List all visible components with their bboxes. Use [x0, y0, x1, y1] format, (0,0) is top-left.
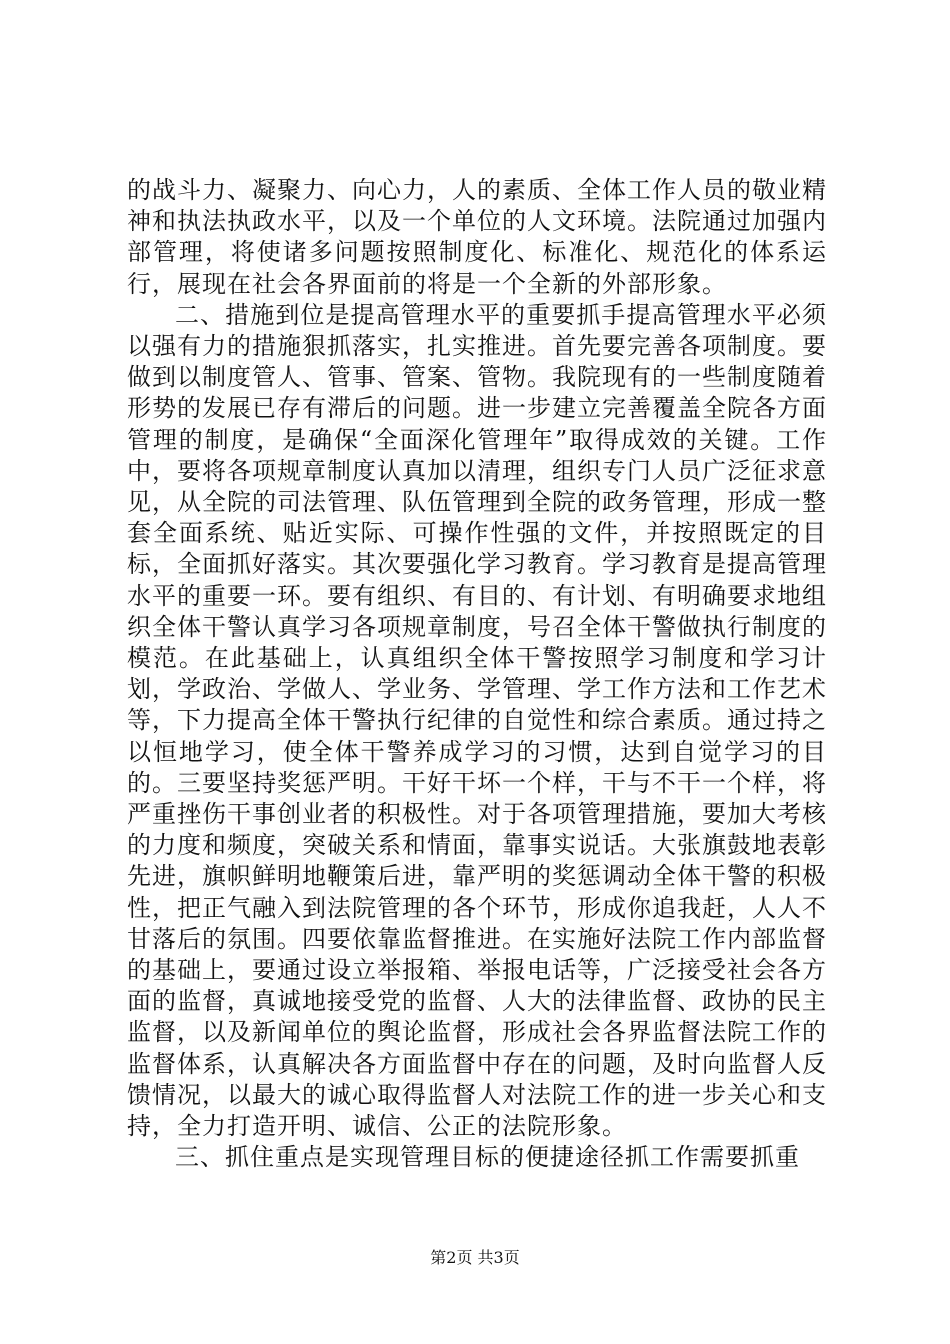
paragraph-3: 三、抓住重点是实现管理目标的便捷途径抓工作需要抓重: [175, 1143, 800, 1172]
paragraph-2: 二、措施到位是提高管理水平的重要抓手提高管理水平必须以强有力的措施狠抓落实，扎实推进。首先要完善各项制度。要做到以制度管人、管事、管案、管物。我院现有的一些制度随着形势的发展已存有滞后的问题。进一步建立完善覆盖全院各方面管理的制度，是确保“全面深化管理年”取得成效的关键。工作中，要将各项规章制度认真加以清理，组织专门人员广泛征求意见，从全院的司法管理、队伍管理到全院的政务管理，形成一整套全面系统、贴近实际、可操作性强的文件，并按照既定的目标，全面抓好落实。其次要强化学习教育。学习教育是提高管理水平的重要一环。要有组织、有目的、有计划、有明确要求地组织全体干警认真学习各项规章制度，号召全体干警做执行制度的模范。在此基础上，认真组织全体干警按照学习制度和学习计划，学政治、学做人、学业务、学管理、学工作方法和工作艺术等，下力提高全体干警执行纪律的自觉性和综合素质。通过持之以恒地学习，使全体干警养成学习的习惯，达到自觉学习的目的。三要坚持奖惩严明。干好干坏一个样，干与不干一个样，将严重挫伤干事创业者的积极性。对于各项管理措施，要加大考核的力度和频度，突破关系和情面，靠事实说话。大张旗鼓地表彰先进，旗帜鲜明地鞭策后进，靠严明的奖惩调动全体干警的积极性，把正气融入到法院管理的各个环节，形成你追我赶，人人不甘落后的氛围。四要依靠监督推进。在实施好法院工作内部监督的基础上，要通过设立举报箱、举报电话等，广泛接受社会各方面的监督，真诚地接受党的监督、人大的法律监督、政协的民主监督，以及新闻单位的舆论监督，形成社会各界监督法院工作的监督体系，认真解决各方面监督中存在的问题，及时向监督人反馈情况，以最大的诚心取得监督人对法院工作的进一步关心和支持，全力打造开明、诚信、公正的法院形象。: [127, 300, 827, 1141]
document-body: [127, 175, 827, 1174]
page-footer: 第2页 共3页: [430, 1248, 520, 1267]
paragraph-1: 的战斗力、凝聚力、向心力，人的素质、全体工作人员的敬业精神和执法执政水平，以及一个单位的人文环境。法院通过加强内部管理，将使诸多问题按照制度化、标准化、规范化的体系运行，展现在社会各界面前的将是一个全新的外部形象。: [127, 176, 827, 298]
